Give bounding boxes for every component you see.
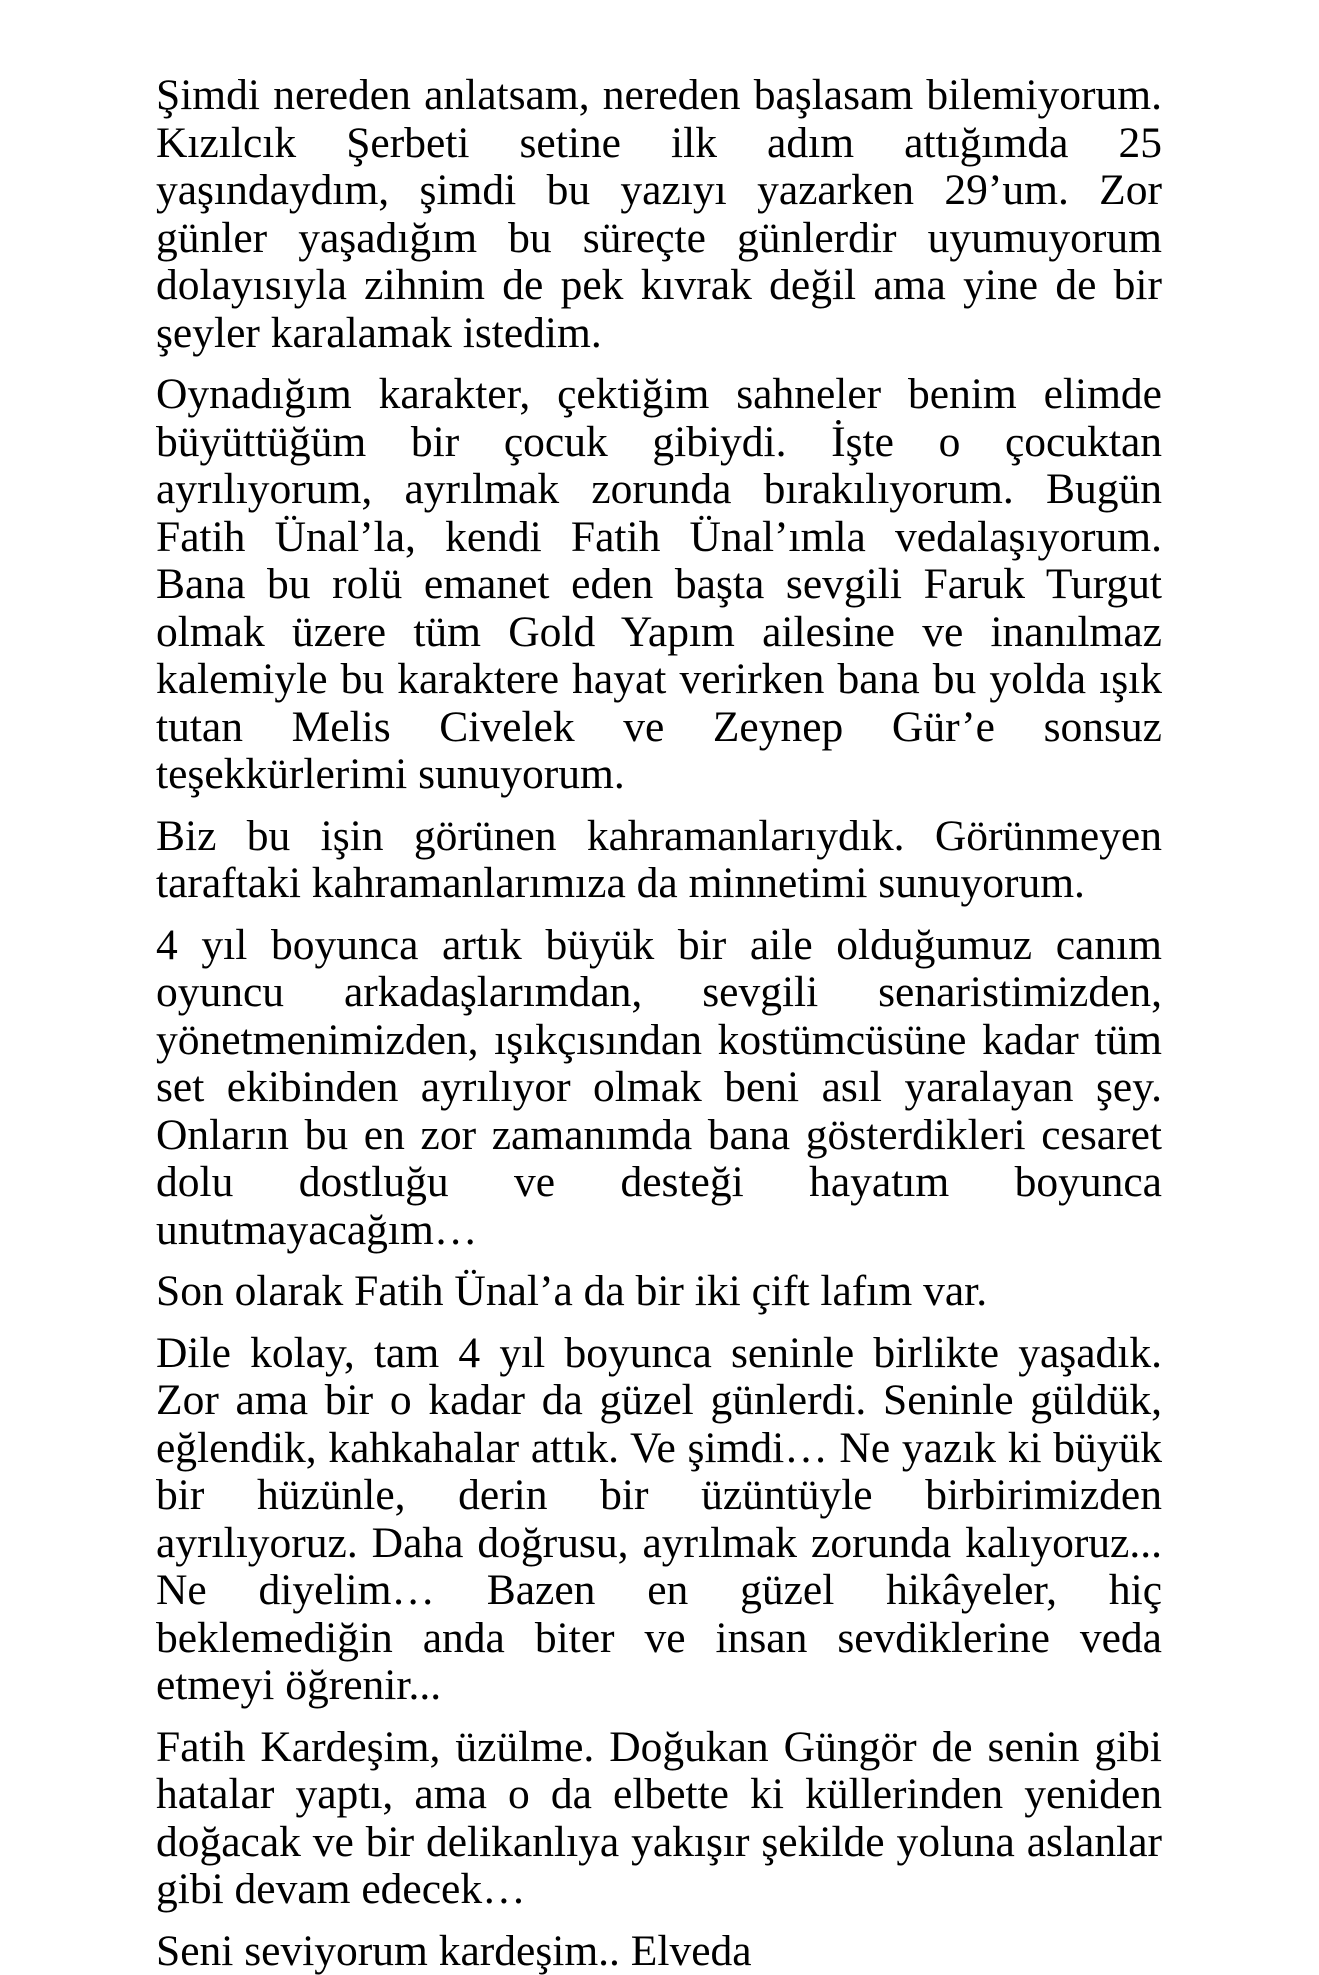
letter-paragraph: Son olarak Fatih Ünal’a da bir iki çift lafım var. (156, 1268, 1162, 1316)
letter-paragraph: Biz bu işin görünen kahramanlarıydık. Görünmeyen taraftaki kahramanlarımıza da minnetimi sunuyorum. (156, 813, 1162, 908)
letter-paragraph: Şimdi nereden anlatsam, nereden başlasam bilemiyorum. Kızılcık Şerbeti setine ilk adım attığımda 25 yaşındaydım, şimdi bu yazıyı yazarken 29’um. Zor günler yaşadığım bu süreçte günlerdir uyumuyorum dolayısıyla zihnim de pek kıvrak değil ama yine de bir şeyler karalamak istedim. (156, 72, 1162, 357)
letter-paragraph: Oynadığım karakter, çektiğim sahneler benim elimde büyüttüğüm bir çocuk gibiydi. İşte o çocuktan ayrılıyorum, ayrılmak zorunda bırakılıyorum. Bugün Fatih Ünal’la, kendi Fatih Ünal’ımla vedalaşıyorum. Bana bu rolü emanet eden başta sevgili Faruk Turgut olmak üzere tüm Gold Yapım ailesine ve inanılmaz kalemiyle bu karaktere hayat verirken bana bu yolda ışık tutan Melis Civelek ve Zeynep Gür’e sonsuz teşekkürlerimi sunuyorum. (156, 371, 1162, 799)
letter-paragraph: 4 yıl boyunca artık büyük bir aile olduğumuz canım oyuncu arkadaşlarımdan, sevgili senaristimizden, yönetmenimizden, ışıkçısından kostümcüsüne kadar tüm set ekibinden ayrılıyor olmak beni asıl yaralayan şey. Onların bu en zor zamanımda bana gösterdikleri cesaret dolu dostluğu ve desteği hayatım boyunca unutmayacağım… (156, 922, 1162, 1255)
letter-paragraph: Dile kolay, tam 4 yıl boyunca seninle birlikte yaşadık. Zor ama bir o kadar da güzel günlerdi. Seninle güldük, eğlendik, kahkahalar attık. Ve şimdi… Ne yazık ki büyük bir hüzünle, derin bir üzüntüyle birbirimizden ayrılıyoruz. Daha doğrusu, ayrılmak zorunda kalıyoruz... Ne diyelim… Bazen en güzel hikâyeler, hiç beklemediğin anda biter ve insan sevdiklerine veda etmeyi öğrenir... (156, 1330, 1162, 1710)
letter-paragraph: Seni seviyorum kardeşim.. Elveda (156, 1928, 1162, 1975)
letter-paragraph: Fatih Kardeşim, üzülme. Doğukan Güngör de senin gibi hatalar yaptı, ama o da elbette ki küllerinden yeniden doğacak ve bir delikanlıya yakışır şekilde yoluna aslanlar gibi devam edecek… (156, 1724, 1162, 1914)
letter-document (156, 72, 1162, 1975)
